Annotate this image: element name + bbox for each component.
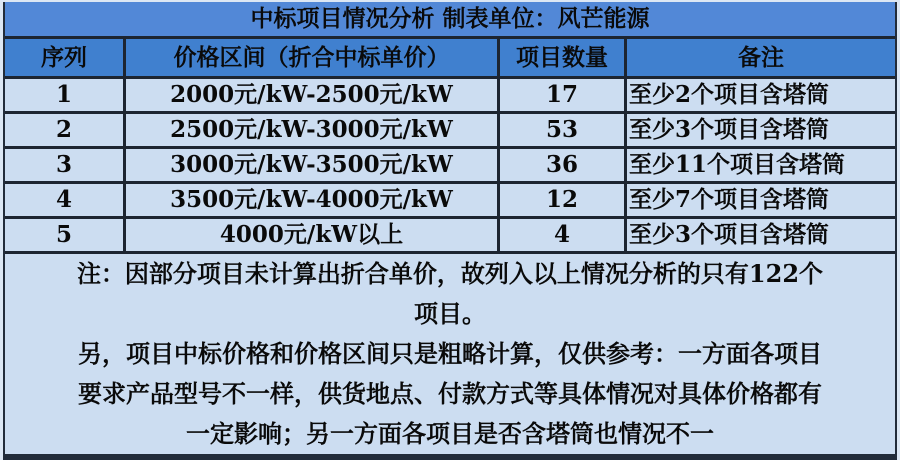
table-row	[5, 219, 895, 254]
note2-line2: 要求产品型号不一样，供货地点、付款方式等具体情况对具体价格都有	[78, 379, 822, 408]
header-seq: 序列	[5, 39, 126, 76]
note1-line2: 项目。	[414, 299, 486, 328]
cell-remark: 至少2个项目含塔筒	[629, 81, 830, 108]
table-row	[5, 114, 895, 149]
header-price-range: 价格区间（折合中标单价）	[126, 39, 500, 76]
note2-line1: 另，项目中标价格和价格区间只是粗略计算，仅供参考：一方面各项目	[78, 339, 822, 368]
header-project-count: 项目数量	[500, 39, 627, 76]
table-row	[5, 184, 895, 219]
table-title: 中标项目情况分析 制表单位：风芒能源	[5, 2, 895, 39]
cell-project-count: 4	[500, 219, 627, 251]
cell-remark: 至少3个项目含塔筒	[629, 221, 830, 248]
cell-project-count: 17	[500, 79, 627, 111]
cell-price-range: 3500元/kW-4000元/kW	[126, 184, 500, 216]
cell-project-count: 36	[500, 149, 627, 181]
cell-seq: 3	[5, 149, 126, 181]
note1-line1: 注：因部分项目未计算出折合单价，故列入以上情况分析的只有122个	[76, 259, 824, 288]
cell-remark: 至少11个项目含塔筒	[629, 151, 846, 178]
cell-remark: 至少7个项目含塔筒	[629, 186, 830, 213]
cell-seq: 1	[5, 79, 126, 111]
cell-price-range: 2000元/kW-2500元/kW	[126, 79, 500, 111]
footnotes	[5, 254, 895, 454]
cell-project-count: 53	[500, 114, 627, 146]
table-header-row	[5, 39, 895, 79]
cell-remark: 至少3个项目含塔筒	[629, 116, 830, 143]
cell-price-range: 2500元/kW-3000元/kW	[126, 114, 500, 146]
table-row	[5, 149, 895, 184]
note2-line3: 一定影响；另一方面各项目是否含塔筒也情况不一	[186, 419, 714, 448]
bid-analysis-table	[3, 2, 897, 460]
cell-seq: 5	[5, 219, 126, 251]
cell-seq: 4	[5, 184, 126, 216]
cell-price-range: 3000元/kW-3500元/kW	[126, 149, 500, 181]
header-remark: 备注	[738, 44, 784, 71]
cell-seq: 2	[5, 114, 126, 146]
cell-project-count: 12	[500, 184, 627, 216]
table-row	[5, 79, 895, 114]
cell-price-range: 4000元/kW以上	[126, 219, 500, 251]
